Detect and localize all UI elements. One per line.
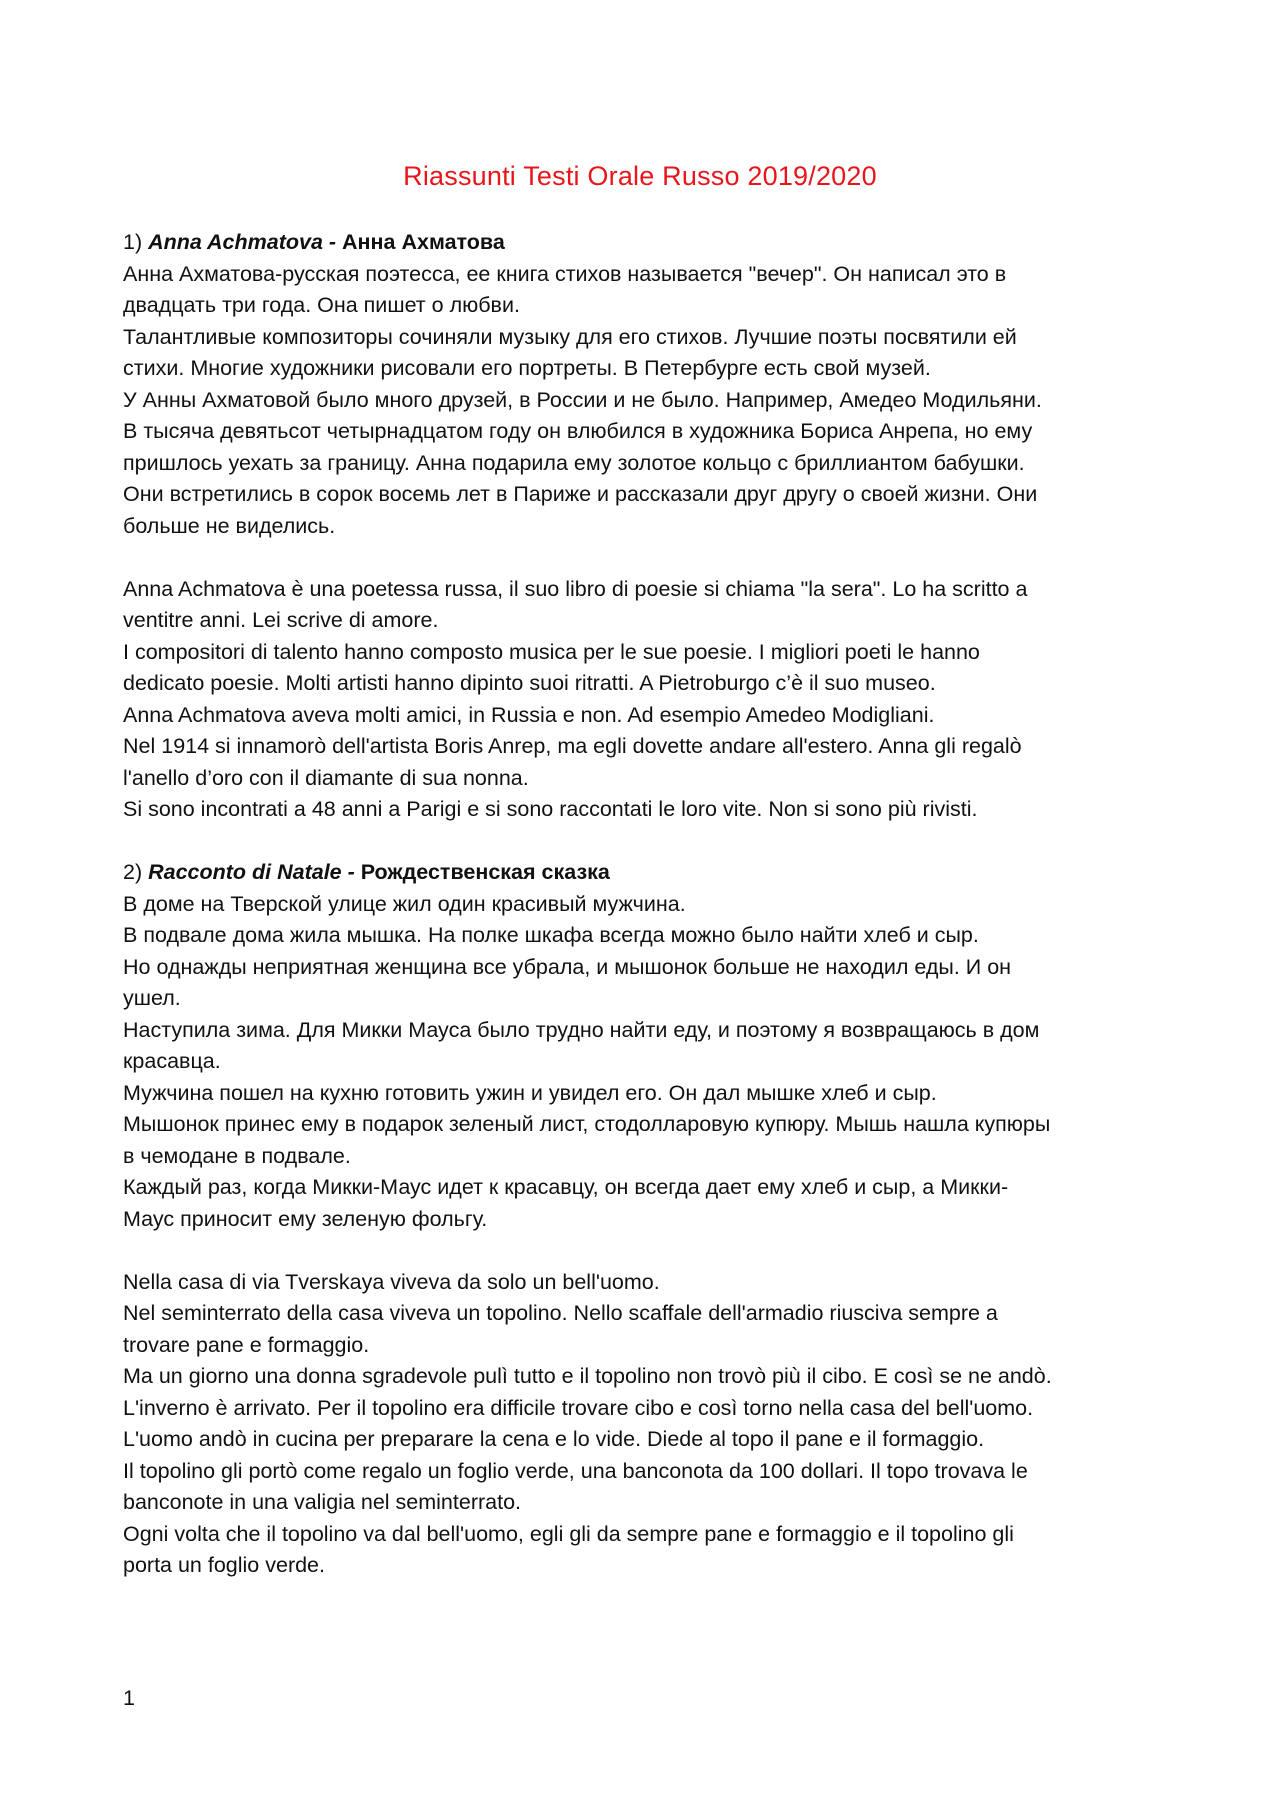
blank-line xyxy=(123,1235,1173,1267)
section-number: 1) xyxy=(123,230,149,254)
text-line: Nella casa di via Tverskaya viveva da solo un bell'uomo. xyxy=(123,1269,660,1294)
text-line: стихи. Многие художники рисовали его портреты. В Петербурге есть свой музей. xyxy=(123,356,931,380)
text-line: Nel seminterrato della casa viveva un topolino. Nello scaffale dell'armadio riusciva sempre a xyxy=(123,1301,998,1325)
section-title-italian: Anna Achmatova xyxy=(148,230,323,254)
text-line: I compositori di talento hanno composto musica per le sue poesie. I migliori poeti le hanno xyxy=(123,639,980,664)
text-line: Каждый раз, когда Микки-Маус идет к красавцу, он всегда дает ему хлеб и сыр, а Микки- xyxy=(123,1175,1009,1199)
text-line: Мужчина пошел на кухню готовить ужин и увидел его. Он дал мышке хлеб и сыр. xyxy=(123,1080,937,1105)
text-line: Они встретились в сорок восемь лет в Париже и рассказали друг другу о своей жизни. Они xyxy=(123,482,1038,506)
text-line: Ogni volta che il topolino va dal bell'uomo, egli gli da sempre pane e formaggio e il topolino gli xyxy=(123,1521,1014,1546)
russian-paragraph xyxy=(123,889,1173,1236)
text-line: пришлось уехать за границу. Анна подарила ему золотое кольцо с бриллиантом бабушки. xyxy=(123,450,1025,475)
section-title-italian: Racconto di Natale xyxy=(148,860,342,884)
text-line: Но однажды неприятная женщина все убрала, и мышонок больше не находил еды. И он xyxy=(123,954,1012,979)
text-line: в чемодане в подвале. xyxy=(123,1143,351,1168)
text-line: Талантливые композиторы сочиняли музыку для его стихов. Лучшие поэты посвятили ей xyxy=(123,324,1017,349)
document-title: Riassunti Testi Orale Russo 2019/2020 xyxy=(403,161,877,191)
text-line: Наступила зима. Для Микки Мауса было трудно найти еду, и поэтому я возвращаюсь в дом xyxy=(123,1017,1040,1042)
section-title-separator: - xyxy=(341,860,361,884)
text-line: Il topolino gli portò come regalo un foglio verde, una banconota da 100 dollari. Il topo trovava le xyxy=(123,1458,1028,1483)
document-body xyxy=(123,227,1173,1582)
text-line: trovare pane e formaggio. xyxy=(123,1332,370,1357)
text-line: porta un foglio verde. xyxy=(123,1553,325,1577)
text-line: ушел. xyxy=(123,986,181,1010)
text-line: L'uomo andò in cucina per preparare la cena e lo vide. Diede al topo il pane e il formaggio. xyxy=(123,1427,985,1451)
text-line: Анна Ахматова-русская поэтесса, ее книга стихов называется "вечер". Он написал это в xyxy=(123,261,1007,286)
text-line: Anna Achmatova è una poetessa russa, il suo libro di poesie si chiama "la sera". Lo ha scritto a xyxy=(123,576,1028,601)
text-line: Ma un giorno una donna sgradevole pulì tutto e il topolino non trovò più il cibo. E così se ne andò. xyxy=(123,1364,1052,1388)
text-line: banconote in una valigia nel seminterrato. xyxy=(123,1490,522,1514)
text-line: Мышонок принес ему в подарок зеленый лист, стодолларовую купюру. Мышь нашла купюры xyxy=(123,1112,1051,1136)
text-line: ventitre anni. Lei scrive di amore. xyxy=(123,608,439,632)
text-line: двадцать три года. Она пишет о любви. xyxy=(123,293,520,317)
page-number: 1 xyxy=(123,1686,135,1710)
section-title-separator: - xyxy=(322,230,343,254)
text-line: Anna Achmatova aveva molti amici, in Russia e non. Ad esempio Amedeo Modigliani. xyxy=(123,702,935,727)
text-line: Si sono incontrati a 48 anni a Parigi e si sono raccontati le loro vite. Non si sono più rivisti. xyxy=(123,797,978,821)
russian-paragraph xyxy=(123,259,1173,543)
section-heading xyxy=(123,857,1173,889)
blank-line xyxy=(123,542,1173,574)
section-title-russian: Рождественская сказка xyxy=(360,860,610,884)
text-line: l'anello d’oro con il diamante di sua nonna. xyxy=(123,765,529,790)
text-line: dedicato poesie. Molti artisti hanno dipinto suoi ritratti. A Pietroburgo c’è il suo museo. xyxy=(123,671,936,695)
text-line: красавца. xyxy=(123,1049,221,1073)
section-number: 2) xyxy=(123,860,149,884)
section-heading xyxy=(123,227,1173,259)
text-line: В подвале дома жила мышка. На полке шкафа всегда можно было найти хлеб и сыр. xyxy=(123,923,979,947)
italian-paragraph xyxy=(123,1267,1173,1582)
text-line: У Анны Ахматовой было много друзей, в России и не было. Например, Амедео Модильяни. xyxy=(123,387,1042,412)
text-line: больше не виделись. xyxy=(123,513,336,538)
text-line: В доме на Тверской улице жил один красивый мужчина. xyxy=(123,891,686,916)
text-line: Nel 1914 si innamorò dell'artista Boris Anrep, ma egli dovette andare all'estero. Anna gli regalò xyxy=(123,734,1022,758)
text-line: В тысяча девятьсот четырнадцатом году он влюбился в художника Бориса Анрепа, но ему xyxy=(123,419,1033,443)
blank-line xyxy=(123,826,1173,858)
text-line: Маус приносит ему зеленую фольгу. xyxy=(123,1206,488,1231)
section-title-russian: Анна Ахматова xyxy=(342,230,505,254)
text-line: L'inverno è arrivato. Per il topolino era difficile trovare cibo e così torno nella casa del bell'uomo. xyxy=(123,1395,1034,1420)
italian-paragraph xyxy=(123,574,1173,826)
